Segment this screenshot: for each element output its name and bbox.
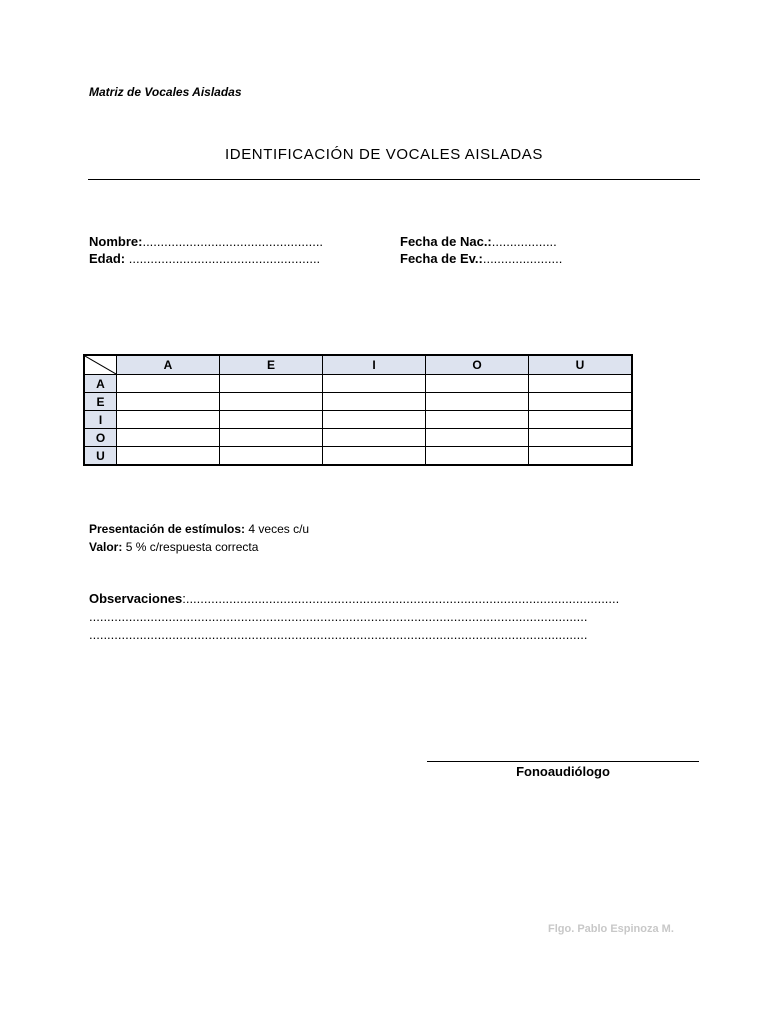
presentacion-line — [89, 520, 309, 538]
nombre-label: Nombre: — [89, 234, 143, 249]
matrix-cell — [323, 429, 426, 447]
matrix-row — [84, 411, 632, 429]
matrix-cell — [220, 447, 323, 466]
matrix-cell — [117, 411, 220, 429]
matrix-cell — [529, 393, 633, 411]
presentacion-value: 4 veces c/u — [245, 522, 310, 536]
fecha-ev-blank: ...................... — [482, 251, 563, 266]
page-title: IDENTIFICACIÓN DE VOCALES AISLADAS — [225, 146, 543, 163]
matrix-row-header: A — [84, 375, 117, 393]
matrix-row — [84, 375, 632, 393]
diagonal-divider-icon — [85, 356, 116, 374]
matrix-corner-cell — [84, 355, 117, 375]
matrix-cell — [426, 447, 529, 466]
matrix-cell — [117, 447, 220, 466]
matrix-cell — [529, 375, 633, 393]
observaciones-section — [89, 590, 701, 644]
edad-field — [89, 251, 320, 266]
matrix-row-header: O — [84, 429, 117, 447]
observaciones-blank-1: :........................................................................................................................ — [182, 591, 620, 606]
observaciones-blank-2: .......................................................................................................................................... — [89, 609, 588, 624]
title-divider — [88, 179, 700, 180]
matrix-cell — [426, 429, 529, 447]
matrix-cell — [220, 429, 323, 447]
footer-author: Flgo. Pablo Espinoza M. — [548, 923, 674, 935]
edad-blank: ..................................................... — [125, 251, 321, 266]
valor-value: 5 % c/respuesta correcta — [122, 540, 259, 554]
fecha-ev-label: Fecha de Ev.: — [400, 251, 483, 266]
fecha-nac-blank: .................. — [491, 234, 557, 249]
observaciones-blank-3: .......................................................................................................................................... — [89, 627, 588, 642]
matrix-column-header: I — [323, 355, 426, 375]
matrix-cell — [117, 375, 220, 393]
matrix-cell — [426, 375, 529, 393]
matrix-row — [84, 447, 632, 466]
matrix-cell — [529, 429, 633, 447]
presentacion-label: Presentación de estímulos: — [89, 522, 246, 536]
matrix-cell — [426, 411, 529, 429]
edad-label: Edad: — [89, 251, 126, 266]
nombre-field — [89, 234, 323, 249]
matrix-cell — [323, 375, 426, 393]
vowel-matrix-table — [83, 354, 633, 466]
signature-line — [427, 761, 699, 762]
fecha-ev-field — [400, 251, 562, 266]
matrix-cell — [529, 411, 633, 429]
fecha-nac-field — [400, 234, 557, 249]
matrix-cell — [220, 375, 323, 393]
observaciones-label: Observaciones — [89, 591, 183, 606]
matrix-row-header: E — [84, 393, 117, 411]
matrix-cell — [323, 447, 426, 466]
valor-label: Valor: — [89, 540, 123, 554]
matrix-cell — [529, 447, 633, 466]
matrix-cell — [323, 411, 426, 429]
matrix-row-header: I — [84, 411, 117, 429]
observaciones-line-1 — [89, 590, 697, 608]
matrix-cell — [426, 393, 529, 411]
matrix-row — [84, 429, 632, 447]
matrix-cell — [117, 429, 220, 447]
matrix-cell — [220, 411, 323, 429]
valor-line — [89, 538, 309, 556]
signature-label: Fonoaudiólogo — [516, 764, 610, 779]
matrix-cell — [323, 393, 426, 411]
document-header-note: Matriz de Vocales Aisladas — [89, 85, 242, 99]
matrix-row-header: U — [84, 447, 117, 466]
matrix-column-header: E — [220, 355, 323, 375]
scoring-info — [89, 520, 309, 556]
matrix-cell — [117, 393, 220, 411]
matrix-column-header: U — [529, 355, 633, 375]
matrix-row — [84, 393, 632, 411]
matrix-cell — [220, 393, 323, 411]
matrix-column-header: A — [117, 355, 220, 375]
fecha-nac-label: Fecha de Nac.: — [400, 234, 492, 249]
matrix-header-row — [84, 355, 632, 375]
matrix-column-header: O — [426, 355, 529, 375]
nombre-blank: .................................................. — [142, 234, 324, 249]
